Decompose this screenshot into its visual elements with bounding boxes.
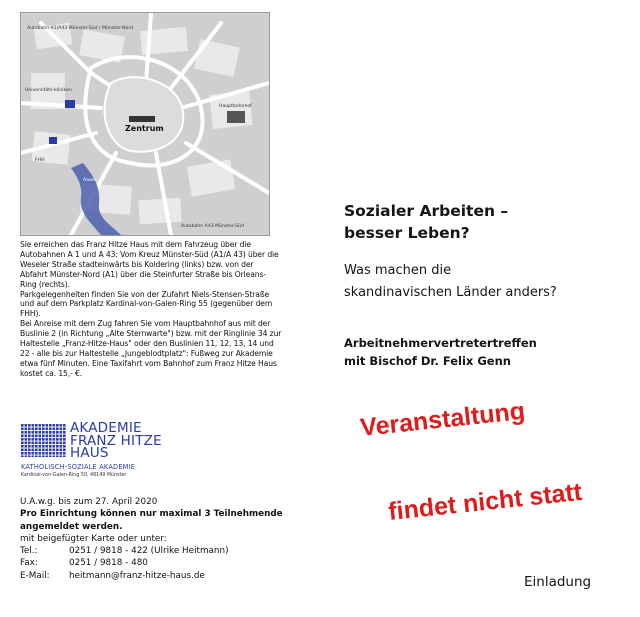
- contact-value: 0251 / 9818 - 422 (Ulrike Heitmann): [69, 546, 229, 557]
- academy-logo: [21, 422, 281, 486]
- directions-text: [20, 240, 282, 379]
- map-label-aasee: Aasee: [83, 178, 98, 183]
- map-label-zentrum: Zentrum: [125, 124, 164, 133]
- directions-parking: Parkgelegenheiten finden Sie von der Zufahrt Niels-Stensen-Straße und auf dem Parkplatz Kardinal-von-Galen-Ring 55 (gegenüber dem FHH).: [20, 289, 273, 319]
- directions-train: Bei Anreise mit dem Zug fahren Sie vom Hauptbahnhof aus mit der Buslinie 2 (in Richtung „Alte Sternwarte") bzw. mit der Ringlinie 34 zur Haltestelle „Franz-Hitze-Haus" oder den Buslinien 11, 12, 13, 14 und 22 - alle bis zur Haltestelle „Jungeblodtplatz": Fußweg zur Akademie etwa fünf Minuten. Eine Taxifahrt vom Bahnhof zum Franz Hitze Haus kostet ca. 15,- €.: [20, 319, 282, 378]
- right-panel: [318, 0, 640, 617]
- cancellation-notice-line-2: findet nicht statt: [386, 477, 584, 527]
- city-map: [20, 12, 270, 236]
- contact-row-email: [20, 570, 290, 582]
- map-label-top-left: Autobahn A1/A43 Münster-Süd / Münster-Nord: [27, 26, 134, 31]
- event-description-line-1: Arbeitnehmervertretertreffen: [344, 336, 537, 350]
- map-label-fhh: FHH: [35, 158, 45, 163]
- contact-value: 0251 / 9818 - 480: [69, 558, 148, 569]
- registration-deadline: U.A.w.g. bis zum 27. April 2020: [20, 497, 158, 507]
- logo-address: Kardinal-von-Galen-Ring 50, 48149 Münster: [21, 473, 127, 478]
- event-title-line-2: besser Leben?: [344, 224, 470, 242]
- event-subtitle-line-2: skandinavischen Länder anders?: [344, 285, 557, 300]
- contact-value-email[interactable]: heitmann@franz-hitze-haus.de: [69, 570, 205, 581]
- logo-line-3: HAUS: [70, 445, 109, 461]
- contact-key: Fax:: [20, 558, 38, 569]
- registration-notice: Pro Einrichtung können nur maximal 3 Teilnehmende angemeldet werden.: [20, 509, 283, 532]
- contact-row-fax: [20, 557, 290, 569]
- map-label-uni: Universitäts-kliniken: [25, 88, 72, 93]
- logo-line-2: FRANZ HITZE: [70, 432, 162, 449]
- invitation-label: Einladung: [524, 574, 592, 590]
- cancellation-notice-line-1: Veranstaltung: [358, 396, 527, 443]
- event-title: [344, 200, 634, 244]
- event-subtitle-line-1: Was machen die: [344, 263, 452, 278]
- event-description: [344, 334, 634, 370]
- contact-row-phone: [20, 545, 290, 557]
- logo-line-1: AKADEMIE: [70, 420, 142, 436]
- logo-subtitle: KATHOLISCH-SOZIALE AKADEMIE: [21, 463, 136, 471]
- event-title-line-1: Sozialer Arbeiten –: [344, 202, 509, 220]
- logo-dot-grid: [21, 424, 66, 457]
- directions-car: Sie erreichen das Franz Hitze Haus mit dem Fahrzeug über die Autobahnen A 1 und A 43: Vom Kreuz Münster-Süd (A1/A 43) über die Weseler Straße stadteinwärts bis Koldering (links) bzw. von der Abfahrt Münster-Nord (A1) über die Steinfurter Straße bis Orleans-Ring (rechts).: [20, 240, 279, 289]
- event-description-line-2: mit Bischof Dr. Felix Genn: [344, 354, 511, 368]
- logo-name: [70, 422, 162, 460]
- left-panel: [0, 0, 300, 617]
- map-label-station: Hauptbahnhof: [219, 104, 252, 109]
- registration-info: [20, 496, 290, 582]
- registration-with-card: mit beigefügter Karte oder unter:: [20, 533, 167, 544]
- contact-key: Tel.:: [20, 546, 38, 557]
- event-subtitle: [344, 260, 634, 304]
- map-label-bottom-right: Autobahn A43 Münster-Süd: [181, 224, 244, 229]
- contact-key: E-Mail:: [20, 570, 50, 581]
- map-graphic: [21, 13, 269, 235]
